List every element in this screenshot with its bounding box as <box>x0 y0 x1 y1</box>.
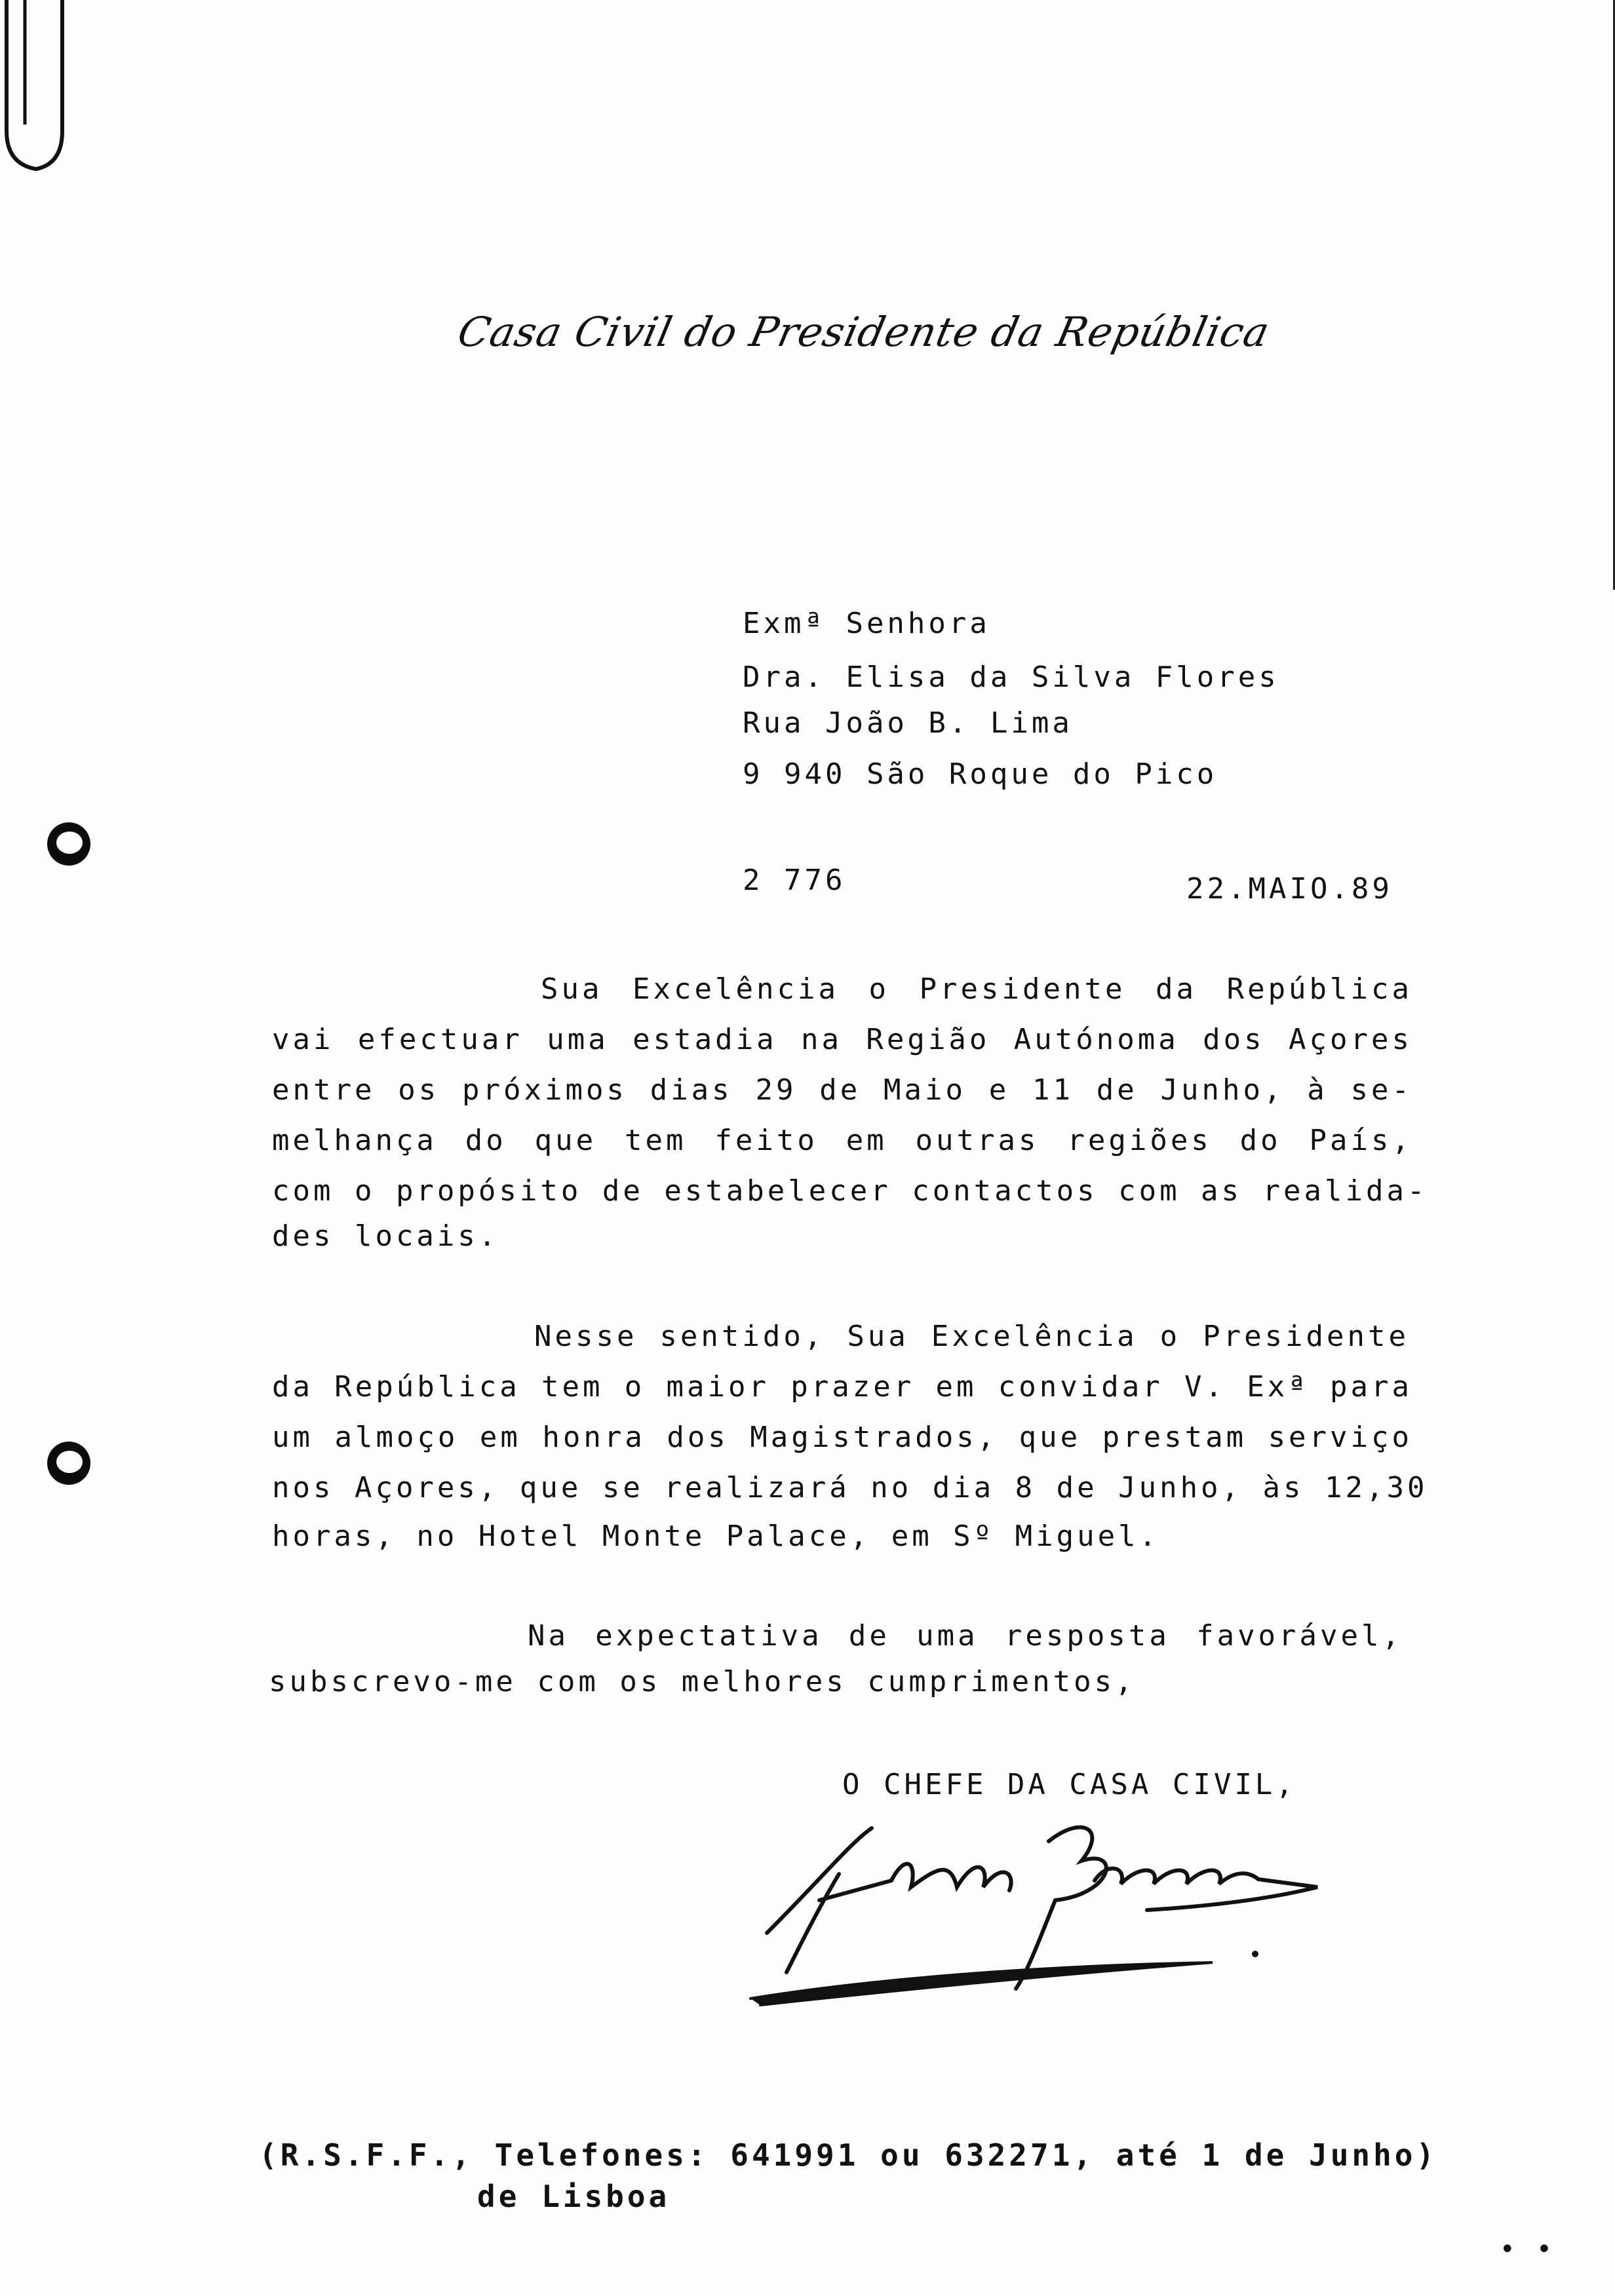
paragraph2-line: nos Açores, que se realizará no dia 8 de Junho, às 12,30 <box>272 1471 1428 1504</box>
recipient-city: 9 940 São Roque do Pico <box>743 757 1218 791</box>
punch-hole-top <box>47 822 90 866</box>
paragraph2-line: Nesse sentido, Sua Excelência o Presidente <box>534 1320 1409 1353</box>
signature-image <box>741 1802 1357 2018</box>
footer-phones: (R.S.F.F., Telefones: 641991 ou 632271, até 1 de Junho) <box>259 2137 1438 2173</box>
paragraph1-line: com o propósito de estabelecer contactos com as realida- <box>272 1174 1428 1208</box>
binder-clip-icon <box>0 0 79 177</box>
paragraph2-line: um almoço em honra dos Magistrados, que prestam serviço <box>272 1421 1412 1454</box>
paragraph1-line: Sua Excelência o Presidente da República <box>541 972 1412 1006</box>
reference-number: 2 776 <box>743 864 846 897</box>
letter-date: 22.MAIO.89 <box>1186 872 1393 906</box>
corner-mark: • • <box>1499 2234 1555 2265</box>
signature-title: O CHEFE DA CASA CIVIL, <box>842 1768 1296 1801</box>
letterhead: Casa Civil do Presidente da República <box>454 308 1274 356</box>
paragraph2-line: horas, no Hotel Monte Palace, em Sº Miguel. <box>272 1520 1160 1553</box>
paragraph3-line: subscrevo-me com os melhores cumprimentos, <box>269 1665 1136 1698</box>
paragraph1-line: des locais. <box>272 1219 499 1253</box>
recipient-street: Rua João B. Lima <box>743 706 1073 740</box>
paragraph1-line: melhança do que tem feito em outras regiões do País, <box>272 1124 1412 1157</box>
punch-hole-bottom <box>47 1442 90 1485</box>
paragraph1-line: entre os próximos dias 29 de Maio e 11 de Junho, à se- <box>272 1073 1412 1107</box>
footer-city: de Lisboa <box>477 2179 671 2214</box>
recipient-name: Dra. Elisa da Silva Flores <box>743 660 1279 694</box>
recipient-salutation: Exmª Senhora <box>743 607 990 640</box>
paragraph3-line: Na expectativa de uma resposta favorável, <box>528 1619 1403 1653</box>
paragraph1-line: vai efectuar uma estadia na Região Autónoma dos Açores <box>272 1023 1412 1056</box>
paragraph2-line: da República tem o maior prazer em convidar V. Exª para <box>272 1370 1412 1404</box>
